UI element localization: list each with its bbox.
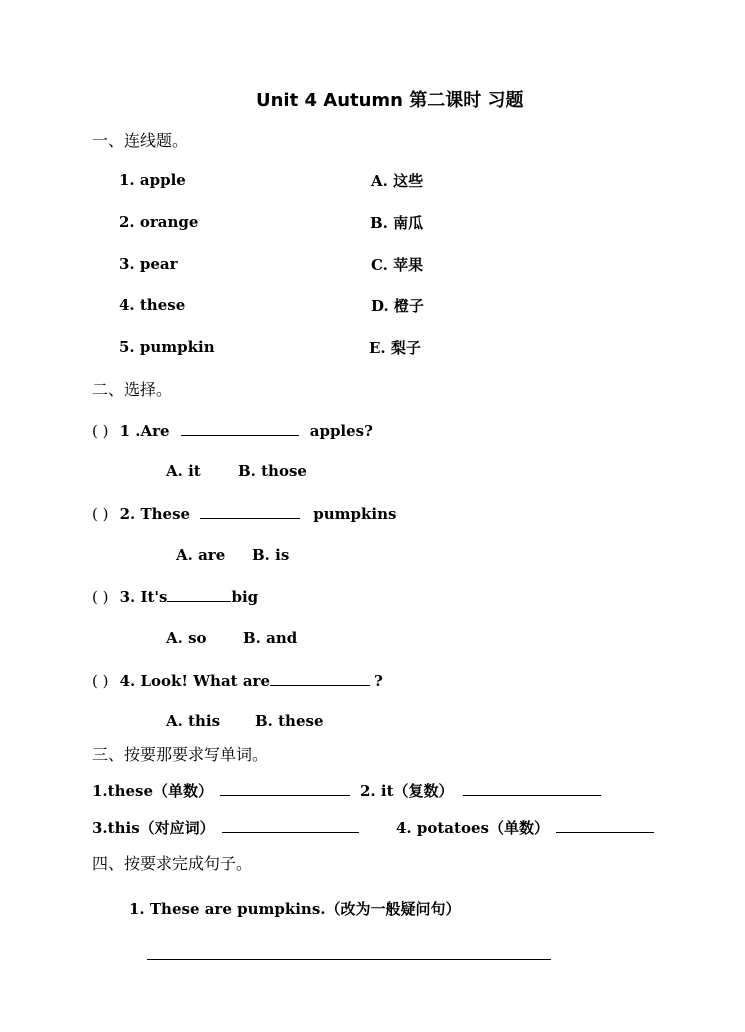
question-4 [92, 671, 383, 690]
question-1 [92, 421, 373, 440]
match-right-b: B. 南瓜 [370, 214, 424, 232]
match-right-c: C. 苹果 [371, 256, 424, 274]
fill-blank[interactable] [556, 818, 654, 833]
match-left-5: 5. pumpkin [119, 338, 215, 356]
word-item-2 [360, 780, 601, 801]
page-title: Unit 4 Autumn 第二课时 习题 [256, 90, 524, 111]
word-prompt: 3.this（对应词） [92, 819, 215, 837]
answer-parenthesis[interactable]: ( ) [92, 588, 109, 606]
word-item-1 [92, 780, 350, 801]
sentence-item-1: 1. These are pumpkins.（改为一般疑问句） [129, 900, 461, 918]
question-text-end: pumpkins [313, 505, 397, 523]
answer-parenthesis[interactable]: ( ) [92, 672, 109, 690]
fill-blank[interactable] [181, 421, 299, 436]
word-prompt: 1.these（单数） [92, 782, 214, 800]
word-prompt: 4. potatoes（单数） [396, 819, 549, 837]
section-3-heading: 三、按要那要求写单词。 [92, 745, 269, 764]
answer-parenthesis[interactable]: ( ) [92, 505, 109, 523]
fill-blank[interactable] [220, 781, 350, 796]
match-right-e: E. 梨子 [369, 339, 421, 357]
question-text: 3. It's [119, 588, 168, 606]
question-text: 4. Look! What are [119, 672, 271, 690]
match-right-a: A. 这些 [371, 172, 424, 190]
word-item-3 [92, 817, 359, 838]
match-right-d: D. 橙子 [371, 297, 424, 315]
answer-parenthesis[interactable]: ( ) [92, 422, 109, 440]
question-3 [92, 587, 258, 606]
option-a: A. are [176, 546, 226, 564]
option-a: A. it [166, 462, 201, 480]
section-1-heading: 一、连线题。 [92, 131, 189, 150]
option-b: B. those [238, 462, 307, 480]
match-left-2: 2. orange [119, 213, 199, 231]
question-text: 2. These [119, 505, 191, 523]
fill-blank[interactable] [222, 818, 359, 833]
option-b: B. these [255, 712, 324, 730]
word-item-4 [396, 817, 654, 838]
option-a: A. so [166, 629, 207, 647]
question-text-end: ? [374, 672, 383, 690]
fill-blank[interactable] [270, 671, 370, 686]
section-4-heading: 四、按要求完成句子。 [92, 854, 253, 873]
question-text: 1 .Are [119, 422, 170, 440]
fill-blank[interactable] [200, 504, 300, 519]
fill-blank[interactable] [167, 587, 231, 602]
match-left-3: 3. pear [119, 255, 178, 273]
question-2 [92, 504, 396, 523]
option-b: B. is [252, 546, 290, 564]
question-text-end: apples? [309, 422, 373, 440]
match-left-4: 4. these [119, 296, 186, 314]
match-left-1: 1. apple [119, 171, 186, 189]
option-b: B. and [243, 629, 298, 647]
fill-blank[interactable] [463, 781, 601, 796]
section-2-heading: 二、选择。 [92, 380, 173, 399]
word-prompt: 2. it（复数） [360, 782, 454, 800]
question-text-end: big [231, 588, 259, 606]
answer-line[interactable] [147, 959, 551, 960]
option-a: A. this [166, 712, 221, 730]
